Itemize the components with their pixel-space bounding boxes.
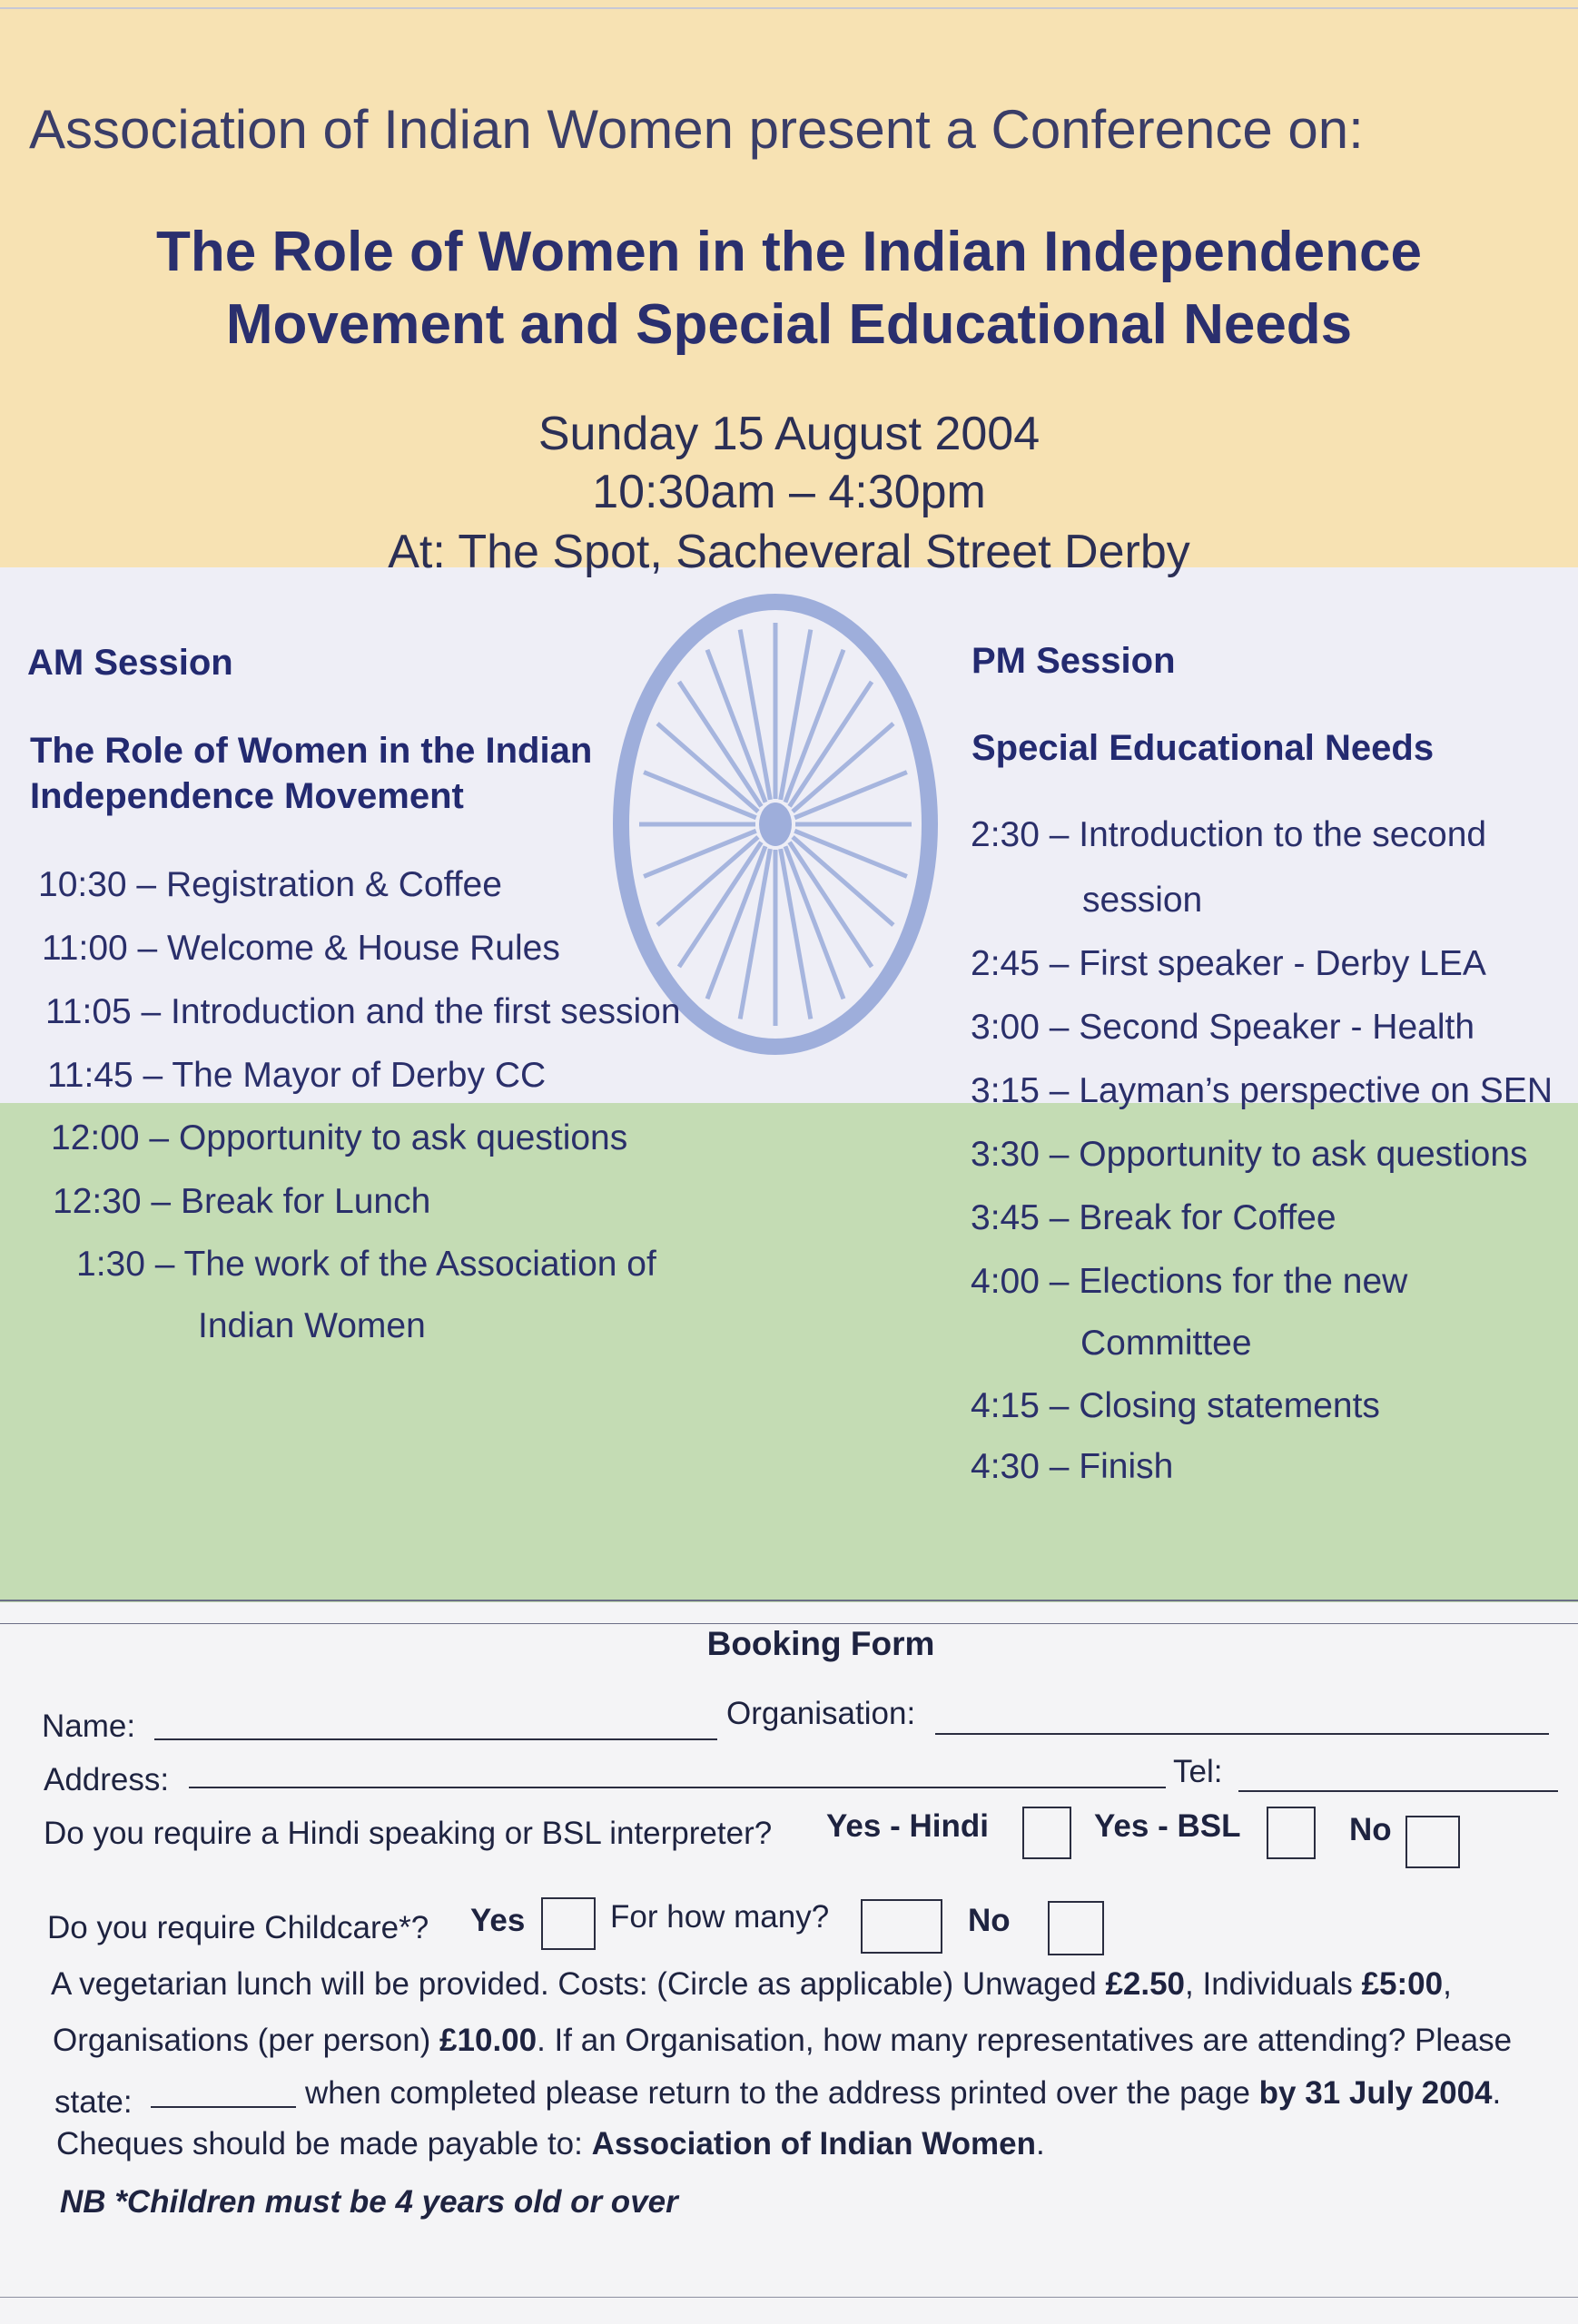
- yes-bsl-checkbox[interactable]: [1267, 1807, 1316, 1859]
- interpreter-question: Do you require a Hindi speaking or BSL interpreter?: [44, 1816, 773, 1851]
- divider-rule: [0, 1600, 1578, 1601]
- chakra-spoke: [790, 682, 873, 806]
- no-interpreter-checkbox[interactable]: [1405, 1816, 1460, 1868]
- chakra-spoke: [679, 682, 762, 806]
- pm-item: 2:30 – Introduction to the second: [971, 815, 1487, 854]
- am-item: 10:30 – Registration & Coffee: [38, 865, 502, 904]
- pm-item: 3:45 – Break for Coffee: [971, 1198, 1336, 1237]
- pm-item: 2:45 – First speaker - Derby LEA: [971, 944, 1486, 983]
- nb-note: NB *Children must be 4 years old or over: [60, 2184, 678, 2220]
- am-item: 1:30 – The work of the Association of: [76, 1245, 656, 1284]
- pm-item: 3:00 – Second Speaker - Health: [971, 1008, 1475, 1047]
- costs-line-2: Organisations (per person) £10.00. If an Organisation, how many representatives are attending? Please: [53, 2023, 1513, 2058]
- pm-session-heading: PM Session: [971, 641, 1176, 681]
- name-label: Name:: [42, 1709, 136, 1744]
- booking-form-title: Booking Form: [706, 1625, 935, 1662]
- opt-yes-bsl-label: Yes - BSL: [1094, 1808, 1241, 1844]
- tel-field[interactable]: [1238, 1790, 1558, 1792]
- pm-item: 4:00 – Elections for the new: [971, 1262, 1408, 1301]
- event-venue: At: The Spot, Sacheveral Street Derby: [388, 526, 1190, 578]
- am-session-heading: AM Session: [27, 643, 233, 683]
- childcare-how-many-box[interactable]: [861, 1899, 942, 1954]
- am-item: Indian Women: [198, 1306, 426, 1345]
- opt-yes-hindi-label: Yes - Hindi: [826, 1808, 989, 1844]
- am-item: 11:00 – Welcome & House Rules: [42, 929, 560, 968]
- chakra-spoke: [679, 842, 762, 967]
- green-band: [0, 1103, 1578, 1602]
- pm-item: session: [1082, 881, 1203, 920]
- bottom-rule: [0, 2297, 1578, 2298]
- am-session-subtitle-line-2: Independence Movement: [30, 776, 464, 816]
- opt-no-label: No: [1349, 1812, 1392, 1847]
- childcare-no-label: No: [968, 1903, 1011, 1938]
- event-time: 10:30am – 4:30pm: [592, 466, 986, 518]
- header-intro: Association of Indian Women present a Conference on:: [29, 99, 1364, 160]
- tel-label: Tel:: [1173, 1754, 1223, 1789]
- am-item: 11:45 – The Mayor of Derby CC: [47, 1056, 547, 1095]
- ashoka-chakra-icon: [607, 588, 944, 1060]
- pm-session-subtitle: Special Educational Needs: [971, 728, 1435, 768]
- conference-title-line-1: The Role of Women in the Indian Independence: [156, 221, 1422, 283]
- am-item: 12:00 – Opportunity to ask questions: [51, 1118, 628, 1157]
- address-field[interactable]: [189, 1787, 1166, 1788]
- pm-item: 3:30 – Opportunity to ask questions: [971, 1135, 1528, 1174]
- name-field[interactable]: [154, 1738, 717, 1740]
- top-edge-line: [0, 7, 1578, 9]
- childcare-how-many-label: For how many?: [610, 1899, 830, 1935]
- costs-line-1: A vegetarian lunch will be provided. Costs: (Circle as applicable) Unwaged £2.50, Individuals £5:00,: [51, 1966, 1452, 2002]
- childcare-question: Do you require Childcare*?: [47, 1910, 429, 1945]
- pm-item: Committee: [1080, 1324, 1252, 1363]
- event-date: Sunday 15 August 2004: [538, 408, 1040, 460]
- conference-title-line-2: Movement and Special Educational Needs: [225, 293, 1353, 356]
- childcare-yes-label: Yes: [470, 1903, 526, 1938]
- cheques-line: Cheques should be made payable to: Association of Indian Women.: [56, 2126, 1045, 2162]
- pm-item: 4:30 – Finish: [971, 1447, 1174, 1486]
- childcare-no-checkbox[interactable]: [1048, 1901, 1104, 1955]
- pm-item: 4:15 – Closing statements: [971, 1386, 1380, 1425]
- divider-rule: [0, 1623, 1578, 1624]
- am-item: 12:30 – Break for Lunch: [53, 1182, 431, 1221]
- address-label: Address:: [44, 1762, 170, 1797]
- childcare-yes-checkbox[interactable]: [541, 1897, 596, 1950]
- organisation-label: Organisation:: [726, 1696, 916, 1731]
- yes-hindi-checkbox[interactable]: [1022, 1807, 1071, 1859]
- am-item: 11:05 – Introduction and the first session: [45, 992, 681, 1031]
- representatives-count-field[interactable]: [151, 2106, 296, 2108]
- pm-item: 3:15 – Layman’s perspective on SEN: [971, 1071, 1553, 1110]
- am-session-subtitle-line-1: The Role of Women in the Indian: [30, 731, 593, 771]
- state-label: state:: [54, 2084, 133, 2120]
- organisation-field[interactable]: [935, 1733, 1549, 1735]
- return-instructions: when completed please return to the address printed over the page by 31 July 2004.: [305, 2075, 1502, 2111]
- chakra-spoke: [790, 842, 873, 967]
